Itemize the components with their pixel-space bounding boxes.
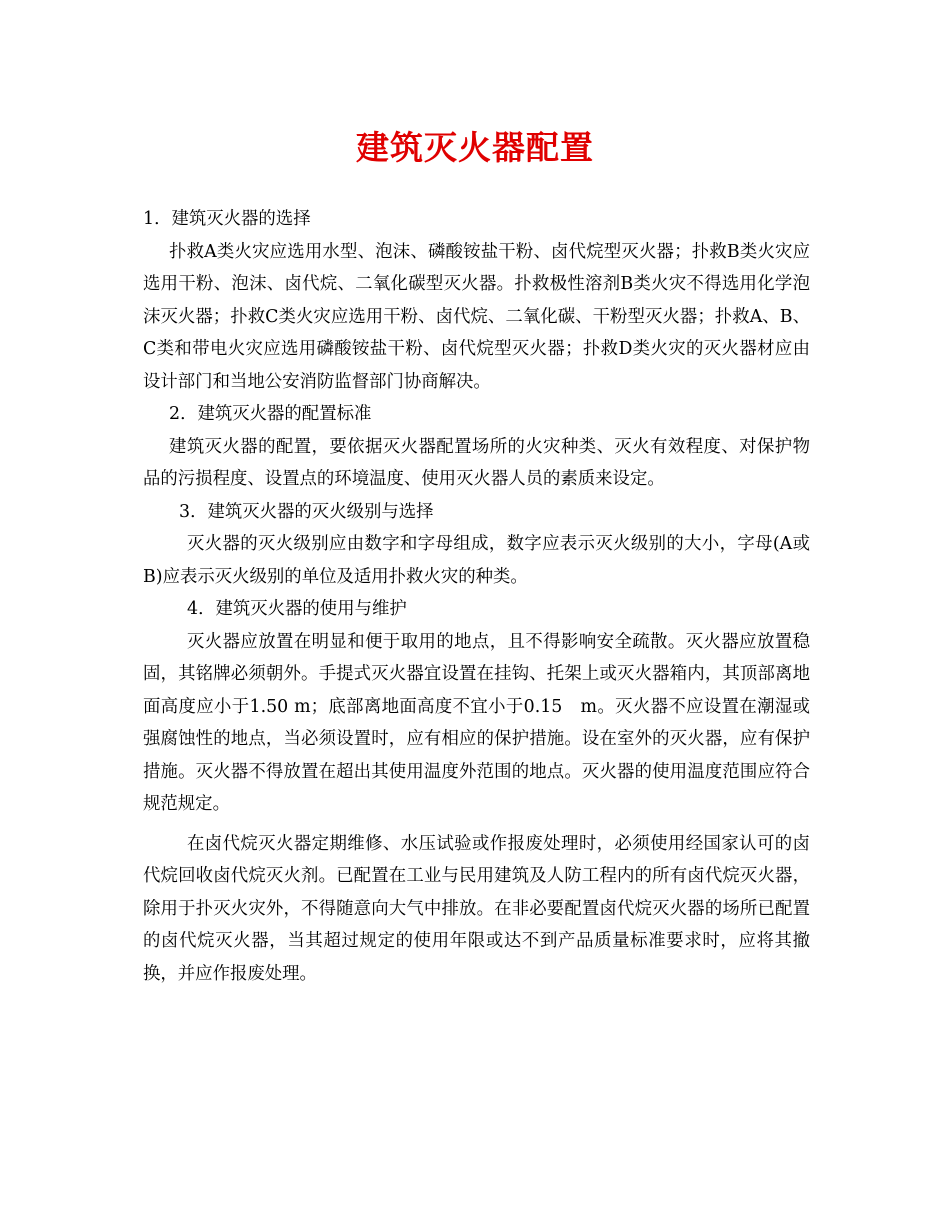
section-1-paragraph: 扑救A类火灾应选用水型、泡沫、磷酸铵盐干粉、卤代烷型灭火器；扑救B类火灾应选用干粉、泡沫、卤代烷、二氧化碳型灭火器。扑救极性溶剂B类火灾不得选用化学泡沫灭火器；扑救C类火灾应选用干粉、卤代烷、二氧化碳、干粉型灭火器；扑救A、B、C类和带电火灾应选用磷酸铵盐干粉、卤代烷型灭火器；扑救D类火灾的灭火器材应由设计部门和当地公安消防监督部门协商解决。 (143, 241, 810, 392)
section-3-paragraph: 灭火器的灭火级别应由数字和字母组成，数字应表示灭火级别的大小，字母(A或B)应表示灭火级别的单位及适用扑救火灾的种类。 (143, 534, 810, 587)
document-body (143, 203, 810, 990)
section-3-heading: 3．建筑灭火器的灭火级别与选择 (179, 501, 434, 522)
section-2-paragraph: 建筑灭火器的配置，要依据灭火器配置场所的火灾种类、灭火有效程度、对保护物品的污损程度、设置点的环境温度、使用灭火器人员的素质来设定。 (143, 436, 810, 489)
section-1-heading: 1．建筑灭火器的选择 (143, 209, 311, 229)
section-4-paragraph-2: 在卤代烷灭火器定期维修、水压试验或作报废处理时，必须使用经国家认可的卤代烷回收卤代烷灭火剂。已配置在工业与民用建筑及人防工程内的所有卤代烷灭火器，除用于扑灭火灾外，不得随意向大气中排放。在非必要配置卤代烷灭火器的场所已配置的卤代烷灭火器，当其超过规定的使用年限或达不到产品质量标准要求时，应将其撤换，并应作报废处理。 (143, 833, 810, 984)
section-2-heading: 2．建筑灭火器的配置标准 (169, 404, 372, 424)
section-4-heading: 4．建筑灭火器的使用与维护 (187, 599, 407, 619)
document-title: 建筑灭火器配置 (356, 128, 594, 167)
section-4-paragraph-1: 灭火器应放置在明显和便于取用的地点，且不得影响安全疏散。灭火器应放置稳固，其铭牌必须朝外。手提式灭火器宜设置在挂钩、托架上或灭火器箱内，其顶部离地面高度应小于1.50 m；底部离地面高度不宜小于0.15 m。灭火器不应设置在潮湿或强腐蚀性的地点，当必须设置时，应有相应的保护措施。设在室外的灭火器，应有保护措施。灭火器不得放置在超出其使用温度外范围的地点。灭火器的使用温度范围应符合规范规定。 (143, 631, 810, 814)
